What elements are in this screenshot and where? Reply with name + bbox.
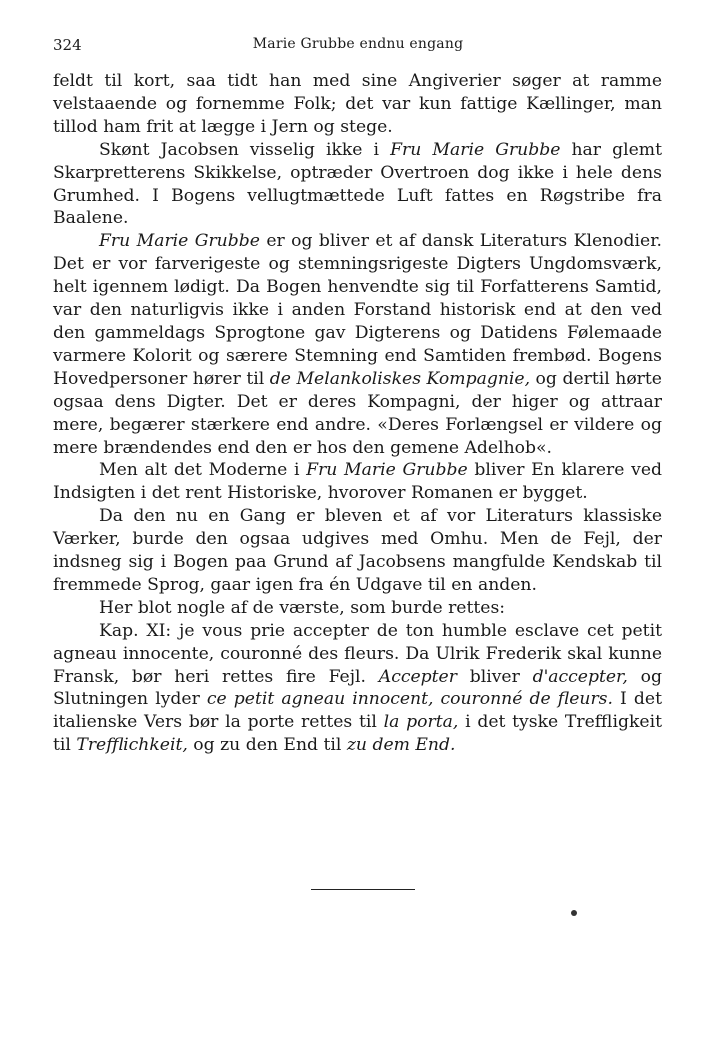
p7-text-a: Kap. XI: je vous prie accepter de ton humble esclave cet petit agneau innocente, couronné des fleurs. Da Ulrik Frederik skal kunne Fransk, bør heri rettes fire Fejl. — [53, 620, 662, 687]
section-divider — [311, 889, 415, 890]
paragraph-1 — [53, 70, 662, 139]
paragraph-7 — [53, 620, 662, 757]
p7-text-k: og zu den End til — [187, 735, 347, 756]
paragraph-3 — [53, 230, 662, 459]
p3-italic-c: de Melankoliskes Kompagnie, — [269, 368, 531, 389]
ink-dot — [571, 910, 577, 916]
p2-text-c: har glemt Skarpretterens Skikkelse, optræder Overtroen dog ikke i hele dens Grumhed. I Bogens vellugtmættede Luft fattes en Røgstribe fra Baalene. — [53, 139, 662, 229]
body-text — [53, 70, 662, 757]
p7-text-c: bliver — [456, 666, 533, 687]
p4-text-a: Men alt det Moderne i — [99, 460, 307, 481]
p7-italic-l: zu dem End. — [346, 735, 456, 756]
p7-text-e: og Slutningen lyder — [53, 666, 662, 710]
p4-title-italic: Fru Marie Grubbe — [306, 460, 468, 481]
p4-text-c: bliver En klarere ved Indsigten i det rent Historiske, hvorover Romanen er bygget. — [53, 460, 662, 504]
p7-italic-h: la porta, — [383, 712, 459, 733]
p7-italic-f: ce petit agneau innocent, couronné de fleurs. — [206, 689, 613, 710]
p7-text-i: i det tyske Treffligkeit til — [53, 712, 662, 756]
paragraph-4 — [53, 459, 662, 505]
p2-text-a: Skønt Jacobsen visselig ikke i — [99, 139, 391, 160]
page-header — [53, 36, 663, 60]
p1-text: feldt til kort, saa tidt han med sine Angiverier søger at ramme velstaaende og fornemme Folk; det var kun fattige Kællinger, man tillod ham frit at lægge i Jern og stege. — [53, 71, 662, 137]
paragraph-6 — [53, 597, 662, 620]
p2-title-italic: Fru Marie Grubbe — [390, 139, 561, 160]
paragraph-5 — [53, 505, 662, 597]
p3-title-italic: Fru Marie Grubbe — [99, 231, 260, 252]
page-number: 324 — [53, 36, 82, 54]
p3-text-d: og dertil hørte ogsaa dens Digter. Det er deres Kompagni, der higer og attraar mere, begærer stærkere end andre. «Deres Forlængsel er vildere og mere brændendes end den er hos den gemene Adelhob«. — [53, 368, 662, 458]
p3-text-b: er og bliver et af dansk Literaturs Klenodier. Det er vor farverigeste og stemningsrigeste Digters Ungdomsværk, helt igennem lødigt. Da Bogen henvendte sig til Forfatterens Samtid, var den naturligvis ikke i anden Forstand historisk end at den ved den gammeldags Sprogtone gav Digterens og Datidens Følemaade varmere Kolorit og særere Stemning end Samtiden frembød. Bogens Hovedpersoner hører til — [53, 231, 662, 389]
p7-italic-d: d'accepter, — [532, 666, 628, 687]
p7-text-g: I det italienske Vers bør la porte rettes til — [53, 689, 662, 733]
p7-italic-b: Accepter — [378, 666, 457, 687]
p6-text: Her blot nogle af de værste, som burde rettes: — [99, 597, 506, 618]
paragraph-2 — [53, 139, 662, 231]
running-title: Marie Grubbe endnu engang — [252, 36, 464, 52]
p7-italic-j: Trefflichkeit, — [76, 735, 188, 756]
p5-text: Da den nu en Gang er bleven et af vor Literaturs klassiske Værker, burde den ogsaa udgives med Omhu. Men de Fejl, der indsneg sig i Bogen paa Grund af Jacobsens mangfulde Kendskab til fremmede Sprog, gaar igen fra én Udgave til en anden. — [53, 506, 662, 595]
